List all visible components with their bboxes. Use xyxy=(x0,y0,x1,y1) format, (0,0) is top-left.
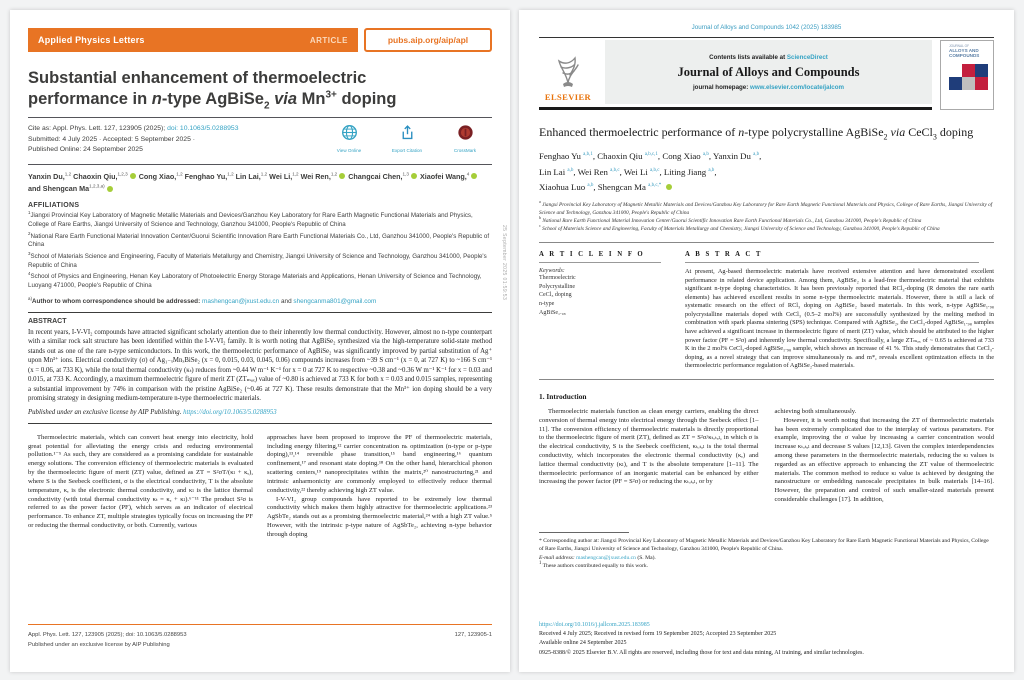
abstract-text: In recent years, I-V-VI₂ compounds have attracted significant scholarly attention due to their inherently low thermal conductivity. However, almost no n-type counterpart with a similar rock salt structure has been identified within the I-V-VI₂ family. It is worth noting that AgBiSe₂ synthesized via the high-temperature solid-state method stands out as one of the rare n-type semiconductors. In this work, the thermoelectric performance of AgBiSe₂ was significantly improved by partial substitution of Ag⁺ upon Mn³⁺ ions. Electrical conductivity (σ) of Ag₁₋ₓMnₓBiSe₂ (x = 0, 0.015, 0.03, 0.045, 0.06) compounds increases from ~39 S cm⁻¹ (x = 0, at 727 K) to ~166 S cm⁻¹ (x = 0.06, at 733 K), while the total thermal conductivity (κₜ) reduces from ~0.44 W m⁻¹ K⁻¹ for x = 0 at 727 K to respective ~0.38 and ~0.36 W m⁻¹ K⁻¹ for x = 0.03 and 0.015, at 733 K. Accordingly, a maximum thermoelectric figure of merit ZT (ZTₘₐₓ) value of ~0.80 is achieved at 733 K for both x = 0.03 and 0.015 samples, representing a substantial improvement by 74% in comparison with the pristine AgBiSe₂ (~0.46 at 727 K). These results demonstrate that the Mn³⁺ ion doping should be a very promising strategy in designing medium-temperature n-type thermoelectric materials. xyxy=(28,328,492,403)
author: Wei Li,$^{1,2}$ xyxy=(269,171,299,181)
doi-link[interactable]: https://doi.org/10.1063/5.0288953 xyxy=(183,408,277,416)
author: Lin Lai,$^{1,2}$ xyxy=(235,171,268,181)
keyword: Thermoelectric xyxy=(539,275,576,282)
crossmark-label: CrossMark xyxy=(453,148,477,154)
correspondence-note: $^{a)}$Author to whom correspondence should be addressed: mashengcan@jxust.edu.cn and shengcanma801@gmail.com xyxy=(28,295,377,305)
sciencedirect-link[interactable]: ScienceDirect xyxy=(786,53,828,61)
introduction-columns xyxy=(539,408,994,526)
footnote-divider xyxy=(539,532,629,533)
export-citation-button[interactable] xyxy=(386,124,428,153)
orcid-icon[interactable] xyxy=(107,186,113,192)
export-icon xyxy=(399,124,416,146)
author-list xyxy=(539,149,994,195)
orcid-icon[interactable] xyxy=(471,173,477,179)
footer-citation: Appl. Phys. Lett. 127, 123905 (2025); doi: 10.1063/5.0288953 Published under an exclusive license by AIP Publishing xyxy=(28,632,187,648)
divider xyxy=(539,262,661,263)
page-footer xyxy=(28,624,492,650)
paper-title: Enhanced thermoelectric performance of n-type polycrystalline AgBiSe$_2$ via CeCl$_3$ doping xyxy=(539,125,974,142)
cover-kicker: JOURNAL OF xyxy=(949,44,970,48)
published-line: Published Online: 24 September 2025 xyxy=(28,146,143,154)
article-badge: ARTICLE xyxy=(309,35,348,45)
citation-block xyxy=(28,124,239,156)
footer-page-number: 127, 123905-1 xyxy=(454,632,492,639)
journal-header xyxy=(539,37,994,110)
divider xyxy=(28,117,492,118)
email-note: E-mail address: mashengcan@jxust.edu.cn (S. Ma). xyxy=(539,554,656,561)
orange-footer-rule xyxy=(28,624,492,625)
author-line: Xiaohua Luo $^{a,b}$, Shengcan Ma $^{a,b,c,*}$ xyxy=(539,180,994,195)
author: Cong Xiao,$^{1,2}$ xyxy=(138,171,183,181)
homepage-line: journal homepage: www.elsevier.com/locate/jalcom xyxy=(692,83,845,91)
orcid-icon[interactable] xyxy=(339,173,345,179)
crossmark-icon xyxy=(457,124,474,146)
license-line: Published under an exclusive license by AIP Publishing. https://doi.org/10.1063/5.0288953 xyxy=(28,408,277,416)
author: Xiaofei Wang,$^4$ xyxy=(420,172,478,181)
journal-name: Applied Physics Letters xyxy=(38,35,145,45)
available-line: Available online 24 September 2025 xyxy=(539,640,627,647)
info-abstract-block xyxy=(539,251,994,371)
doi-link[interactable]: https://doi.org/10.1016/j.jallcom.2025.183985 xyxy=(539,621,650,628)
journal-banner-box xyxy=(605,40,932,104)
affiliation: $^b$ National Rare Earth Functional Material Innovation Center/Guorui Scientific Innovation Rare Earth Functional Materials Co., Ltd, Ganzhou 341000, People's Republic of China xyxy=(539,215,922,225)
email-link[interactable]: mashengcan@jxust.edu.cn xyxy=(202,297,280,305)
intro-column-1: Thermoelectric materials function as clean energy carriers, enabling the direct conversion of thermal energy into electrical energy through the Seebeck effect [1–11]. The conversion efficiency of thermoelectric materials is directly proportional to the thermoelectric figure of merit (ZT), defined as ZT = S²σ/κₜₒₜₐₗ, in which σ is the electrical conductivity, S is the Seebeck coefficient, κₜₒₜₐₗ is the total thermal conductivity, which incorporates the electronic thermal conductivity (κₑ) and lattice thermal conductivity (κₗ), and T is the absolute temperature [1–11]. The thermoelectric performance of an inorganic material can be enhanced by either increasing the power factor (PF = S²σ) or reducing the κₜₒₜₐₗ, or by xyxy=(539,407,759,486)
jalcom-page xyxy=(519,10,1014,672)
divider xyxy=(685,262,979,263)
section-heading: 1. Introduction xyxy=(539,391,587,401)
journal-url-link[interactable]: pubs.aip.org/aip/apl xyxy=(364,28,492,52)
divider xyxy=(28,312,492,313)
article-toolbar xyxy=(328,124,486,153)
affiliation: $^3$School of Materials Science and Engineering, Faculty of Materials Metallurgy and Chemistry, Jiangxi University of Science and Technology, Ganzhou 341000, People's Republic of China xyxy=(28,250,487,269)
elsevier-wordmark: ELSEVIER xyxy=(544,92,592,102)
cover-title: ALLOYS AND COMPOUNDS xyxy=(949,48,980,59)
affiliation: $^c$ School of Materials Science and Engineering, Faculty of Materials Metallurgy and Chemistry, Jiangxi University of Science and Technology, Ganzhou 341000, People's Republic of China xyxy=(539,223,940,233)
affiliation: $^2$National Rare Earth Functional Material Innovation Center/Guorui Scientific Innovation Rare Earth Functional Materials Co., Ltd, Ganzhou 341000, People's Republic of China xyxy=(28,230,490,249)
divider xyxy=(28,164,492,165)
divider xyxy=(28,423,492,424)
doi-link[interactable]: doi: 10.1063/5.0288953 xyxy=(167,125,239,133)
elsevier-tree-icon xyxy=(551,53,585,91)
globe-icon xyxy=(341,124,358,146)
keywords-label: Keywords: xyxy=(539,268,565,275)
body-column-1: Thermoelectric materials, which can convert heat energy into electricity, hold great potential for alleviating the energy crisis and reducing environmental pollution.¹⁻⁵ As such, they are considered as a promising candidate for sustainable energy solutions. The conversion efficiency of thermoelectric materials is evaluated by the thermoelectric figure of merit (ZT) value, defined as ZT = S²σT/(κₗ + κₑ), where S is the Seebeck coefficient, σ is the electrical conductivity, T is the absolute temperature, κₑ is the electronic thermal conductivity, and κₗ is the lattice thermal conductivity (with total thermal conductivity κₜ = κₑ + κₗ).⁶⁻¹¹ The product S²σ is referred to as the power factor (PF), which serves as an indicator of electrical performance. To enhance ZT, multiple strategies typically focus on increasing the PF or reducing the thermal conductivity, or both. Currently, various xyxy=(28,433,253,530)
author: Chaoxin Qiu,$^{1,2,3}$ xyxy=(73,172,137,181)
article-info-heading: A R T I C L E I N F O xyxy=(539,251,645,259)
keyword: AgBiSe₁.₉₈ xyxy=(539,309,566,316)
paper-title xyxy=(28,68,492,109)
affiliations xyxy=(539,199,994,234)
email-link[interactable]: mashengcan@jxust.edu.cn xyxy=(576,554,636,561)
keyword: CeCl₃ doping xyxy=(539,292,572,299)
masthead-citation: Journal of Alloys and Compounds 1042 (2025) 183985 xyxy=(691,24,842,31)
affiliation: $^1$Jiangxi Provincial Key Laboratory of Magnetic Metallic Materials and Devices/Ganzhou Key Laboratory for Rare Earth Magnetic Functional Materials and Physics, College of Rare Earths, Jiangxi University of Science and Technology, Ganzhou 341000, People's Republic of China xyxy=(28,210,473,228)
submitted-line: Submitted: 4 July 2025 · Accepted: 5 September 2025 · xyxy=(28,135,196,143)
article-info-column xyxy=(539,251,667,371)
abstract-column xyxy=(685,251,994,371)
footnotes xyxy=(539,537,994,571)
divider xyxy=(539,379,994,380)
homepage-link[interactable]: www.elsevier.com/locate/jalcom xyxy=(750,83,845,91)
apl-page xyxy=(10,10,510,672)
author-line: Fenghao Yu $^{a,b,1}$, Chaoxin Qiu $^{a,b,c,1}$, Cong Xiao $^{a,b}$, Yanxin Du $^{a,b}$, xyxy=(539,151,762,162)
apl-banner-row xyxy=(28,28,492,52)
author: Yanxin Du,$^{1,2}$ xyxy=(28,171,72,181)
author-list xyxy=(28,171,492,195)
affiliation: $^4$School of Physics and Engineering, Henan Key Laboratory of Photoelectric Energy Storage Materials and Applications, Henan University of Science and Technology, Luoyang 471000, People's Republic of China xyxy=(28,271,482,290)
elsevier-logo[interactable] xyxy=(539,40,597,104)
crossmark-button[interactable] xyxy=(444,124,486,153)
orcid-icon[interactable] xyxy=(411,173,417,179)
intro-column-2: achieving both simultaneously. However, it is worth noting that increasing the ZT of thermoelectric materials has been extremely complicated due to the interplay of various parameters. For example, improving the σ value by increasing a carrier concentration would increase κₜₒₜₐₗ and decrease S values [12,13]. Given the complex interdependencies among these parameters in the thermoelectric materials, reducing the κₗ values is regarded as an effective approach to enhancing the ZT value of thermoelectric materials. The common method to reduce κₗ value is achieved by designing the nanostructure or embedding nanoscale precipitates in bulk materials [14–16]. However, the preparation and control of such smaller-sized materials present considerable challenges [17]. In addition, xyxy=(774,407,994,504)
divider xyxy=(539,242,994,243)
cover-pattern xyxy=(949,64,991,90)
affiliation: $^a$ Jiangxi Provincial Key Laboratory of Magnetic Metallic Materials and Devices/Ganzhou Key Laboratory for Rare Earth Magnetic Functional Materials and Physics, College of Rare Earths, Jiangxi University of Science and Technology, Ganzhou 341000, People's Republic of China xyxy=(539,199,993,217)
body-columns xyxy=(28,434,492,556)
author: Changcai Chen,$^{1,3}$ xyxy=(348,172,418,181)
abstract-heading: ABSTRACT xyxy=(28,317,67,325)
abstract-heading: A B S T R A C T xyxy=(685,251,763,259)
orcid-icon[interactable] xyxy=(666,184,672,190)
author: and Shengcan Ma$^{1,2,3,a)}$ xyxy=(28,184,114,193)
author: Fenghao Yu,$^{1,2}$ xyxy=(184,171,234,181)
view-online-button[interactable] xyxy=(328,124,370,153)
author: Wei Ren,$^{1,2}$ xyxy=(301,172,347,181)
body-column-2: approaches have been proposed to improve the PF of thermoelectric materials, including energy filtering,¹² carrier concentration nₕ optimization (n-type or p-type doping),¹³,¹⁴ reversible phase transition,¹⁵ band engineering,¹⁶ quantum confinement,¹⁷ and resonant state doping.¹⁸ On the other hand, hierarchical phonon scattering centers,¹⁹ nanoprecipitates within the matrix,²⁰ nanostructuring,²¹ and intrinsic anharmonicity are commonly employed to effectively reduce thermal conductivity,²² thereby achieving high ZT value. I-V-VI₂ group compounds have reported to be extremely low thermal conductivity which makes them highly attractive for thermoelectric applications.²³ AgSbTe₂ stands out as a promising thermoelectric material,²⁴ with a high ZT value.⁵ However, with the intrinsic p-type nature of AgSbTe₂, achieving n-type behavior through doping xyxy=(267,433,492,538)
journal-header-left xyxy=(539,40,932,110)
equal-contribution-note: $^1$ These authors contributed equally to this work. xyxy=(539,561,649,570)
corresponding-author-note: * Corresponding author at: Jiangxi Provincial Key Laboratory of Magnetic Metallic Materials and Devices/Ganzhou Key Laboratory for Rare Earth Magnetic Functional Materials and Physics, College of Rare Earths, Jiangxi University of Science and Technology, Ganzhou 341000, People's Republic of China. xyxy=(539,537,989,553)
download-timestamp: 25 September 2025 01:59:53 xyxy=(501,225,507,301)
view-online-label: View Online xyxy=(336,148,362,154)
copyright-line: 0925-8388/© 2025 Elsevier B.V. All rights are reserved, including those for text and data mining, AI training, and similar technologies. xyxy=(539,649,864,656)
apl-journal-banner xyxy=(28,28,358,52)
abstract-text: At present, Ag-based thermoelectric materials have received extensive attention and have demonstrated excellent performance in related device application. Among them, AgBiSe₂ is a lead-free thermoelectric material that exhibits significant n-type doping characteristics. It has been previously reported that RCl₃-doping (R denotes the rare earth elements) has achieved excellent results in some n-type thermoelectric materials. However, there is still a lack of systematic research on the effect of RCl₃ doping on AgBiSe₂ based materials. In this work, n-type AgBiSe₁.₉₈ polycrystalline materials doped with CeCl₃ (0.5–2 mol%) are successfully synthesized by the melting method in combination with spark plasma sintering (SPS) technique. Compared with AgBiSe₂, the CeCl₃-doped AgBiSe₁.₉₈ samples have achieved a significant increase in thermoelectric figure of merit (ZT) value, which should be attributed to the higher power factor (PF = S²σ) and inherently low thermal conductivity. Specifically, a large ZTₘₐₓ of ~ 0.65 is achieved at 733 K in the 2 mol% CeCl₃-doped AgBiSe₁.₉₈ sample, which shows an increase of 41 %. This study demonstrates that CeCl₃-doping, as a novel strategy that can improve simultaneously nₕ and m*, reveals excellent optimization effects in the thermoelectric performance regulation of AgBiSe₂-based materials. xyxy=(685,268,994,370)
citation-row xyxy=(28,124,492,156)
affiliations-heading: AFFILIATIONS xyxy=(28,202,80,210)
title-line1: Substantial enhancement of thermoelectric xyxy=(28,69,367,87)
title-line2: performance in n-type AgBiSe$_2$ via $Mn^{3+}$ doping xyxy=(28,89,397,111)
author-line: Lin Lai $^{a,b}$, Wei Ren $^{a,b,c}$, Wei Li $^{a,b,c}$, Liting Jiang $^{a,b}$, xyxy=(539,166,717,177)
keyword: n-type xyxy=(539,301,555,308)
keyword: Polycrystalline xyxy=(539,283,575,290)
journal-title: Journal of Alloys and Compounds xyxy=(677,64,860,79)
page-footer xyxy=(539,621,994,658)
email-link[interactable]: shengcanma801@gmail.com xyxy=(293,297,377,305)
journal-cover-thumbnail[interactable] xyxy=(940,40,994,110)
orcid-icon[interactable] xyxy=(130,173,136,179)
cite-as-line: Cite as: Appl. Phys. Lett. 127, 123905 (2025); doi: 10.1063/5.0288953 xyxy=(28,125,239,133)
export-citation-label: Export Citation xyxy=(391,148,423,154)
contents-line: Contents lists available at ScienceDirect xyxy=(709,53,828,61)
received-line: Received 4 July 2025; Received in revised form 19 September 2025; Accepted 23 September 2025 xyxy=(539,631,777,638)
